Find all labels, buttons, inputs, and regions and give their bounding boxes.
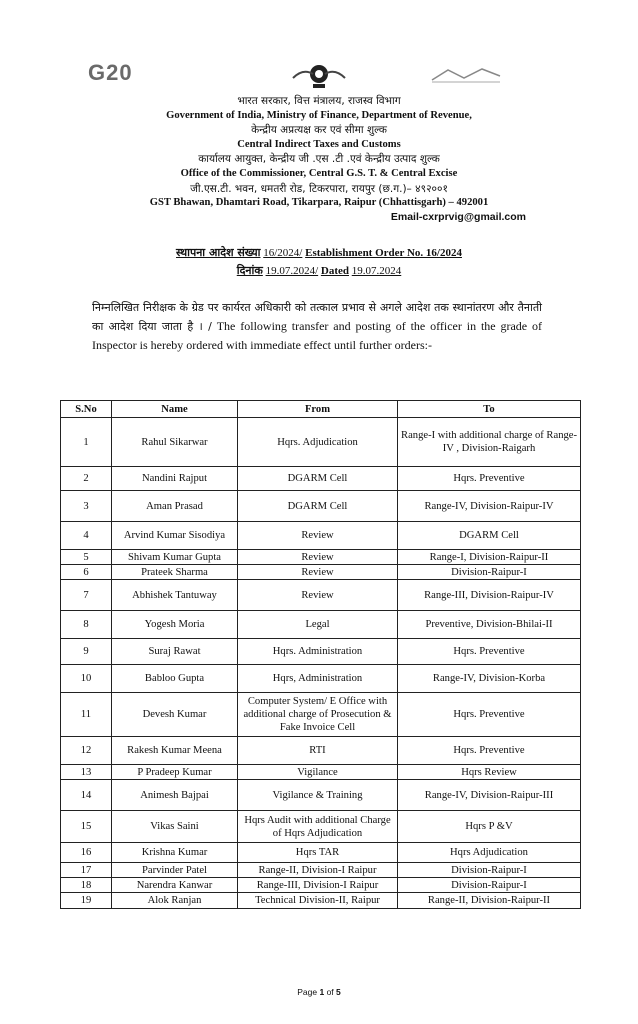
- cell-to: Range-II, Division-Raipur-II: [398, 893, 581, 909]
- cbic-logo-icon: [430, 66, 502, 84]
- cell-sno: 8: [61, 611, 112, 639]
- emblem-icon: [283, 58, 355, 92]
- cell-sno: 18: [61, 878, 112, 893]
- cell-name: Rahul Sikarwar: [112, 418, 238, 467]
- date-label-hi: दिनांक: [236, 264, 263, 277]
- header-line-4: Central Indirect Taxes and Customs: [237, 138, 401, 150]
- cell-from: Vigilance & Training: [238, 780, 398, 811]
- cell-sno: 16: [61, 843, 112, 863]
- cell-name: Vikas Saini: [112, 811, 238, 843]
- cell-from: Hqrs Audit with additional Charge of Hqrs Adjudication: [238, 811, 398, 843]
- cell-to: Hqrs. Preventive: [398, 467, 581, 491]
- table-row: [61, 491, 581, 522]
- cell-name: Rakesh Kumar Meena: [112, 737, 238, 765]
- cell-sno: 5: [61, 550, 112, 565]
- cell-from: Range-II, Division-I Raipur: [238, 863, 398, 878]
- header-line-5: कार्यालय आयुक्त, केन्द्रीय जी .एस .टी .एवं केन्द्रीय उत्पाद शुल्क: [198, 153, 440, 166]
- cell-sno: 1: [61, 418, 112, 467]
- cell-to: Hqrs. Preventive: [398, 737, 581, 765]
- cell-name: Aman Prasad: [112, 491, 238, 522]
- col-header-sno: S.No: [61, 401, 112, 418]
- table-row: [61, 565, 581, 580]
- table-row: [61, 878, 581, 893]
- cell-sno: 6: [61, 565, 112, 580]
- header-line-8: GST Bhawan, Dhamtari Road, Tikarpara, Raipur (Chhattisgarh) – 492001: [149, 197, 489, 209]
- table-row: [61, 550, 581, 565]
- cell-sno: 11: [61, 693, 112, 737]
- cell-to: Range-I, Division-Raipur-II: [398, 550, 581, 565]
- g20-logo: [88, 60, 133, 86]
- table-row: [61, 780, 581, 811]
- cell-name: P Pradeep Kumar: [112, 765, 238, 780]
- table-row: [61, 418, 581, 467]
- cell-name: Yogesh Moria: [112, 611, 238, 639]
- date-label-en: Dated: [320, 265, 349, 277]
- cell-from: Computer System/ E Office with additional charge of Prosecution & Fake Invoice Cell: [238, 693, 398, 737]
- cell-sno: 19: [61, 893, 112, 909]
- cell-from: DGARM Cell: [238, 491, 398, 522]
- cell-sno: 15: [61, 811, 112, 843]
- table-row: [61, 765, 581, 780]
- cell-to: Hqrs. Preventive: [398, 693, 581, 737]
- cell-from: Review: [238, 580, 398, 611]
- cell-name: Abhishek Tantuway: [112, 580, 238, 611]
- cell-sno: 7: [61, 580, 112, 611]
- table-row: [61, 811, 581, 843]
- cell-name: Devesh Kumar: [112, 693, 238, 737]
- cell-name: Arvind Kumar Sisodiya: [112, 522, 238, 550]
- table-row: [61, 580, 581, 611]
- cell-from: Review: [238, 550, 398, 565]
- cell-from: Review: [238, 565, 398, 580]
- table-row: [61, 693, 581, 737]
- table-row: [61, 665, 581, 693]
- cell-name: Prateek Sharma: [112, 565, 238, 580]
- cell-from: Technical Division-II, Raipur: [238, 893, 398, 909]
- cell-to: DGARM Cell: [398, 522, 581, 550]
- order-label-hi: स्थापना आदेश संख्या: [176, 246, 261, 259]
- col-header-from: From: [238, 401, 398, 418]
- order-label-en: Establishment Order No. 16/2024: [305, 247, 462, 259]
- header-line-2: Government of India, Ministry of Finance, Department of Revenue,: [166, 109, 472, 121]
- cell-to: Range-IV, Division-Korba: [398, 665, 581, 693]
- table-row: [61, 522, 581, 550]
- cell-from: Hqrs, Administration: [238, 665, 398, 693]
- table-row: [61, 639, 581, 665]
- cell-sno: 2: [61, 467, 112, 491]
- header-line-6: Office of the Commissioner, Central G.S. T. & Central Excise: [180, 167, 458, 179]
- cell-name: Babloo Gupta: [112, 665, 238, 693]
- table-row: [61, 611, 581, 639]
- cell-sno: 4: [61, 522, 112, 550]
- cell-sno: 9: [61, 639, 112, 665]
- cell-from: Vigilance: [238, 765, 398, 780]
- cell-sno: 13: [61, 765, 112, 780]
- cell-sno: 12: [61, 737, 112, 765]
- cell-name: Narendra Kanwar: [112, 878, 238, 893]
- cell-to: Range-I with additional charge of Range-IV , Division-Raigarh: [398, 418, 581, 467]
- cell-to: Division-Raipur-I: [398, 878, 581, 893]
- cell-from: Review: [238, 522, 398, 550]
- cell-to: Range-IV, Division-Raipur-IV: [398, 491, 581, 522]
- office-header: [0, 94, 638, 211]
- table-row: [61, 893, 581, 909]
- cell-to: Range-IV, Division-Raipur-III: [398, 780, 581, 811]
- table-header-row: [61, 401, 581, 418]
- order-number-hi: 16/2024/: [263, 247, 303, 259]
- cell-name: Suraj Rawat: [112, 639, 238, 665]
- col-header-to: To: [398, 401, 581, 418]
- cell-to: Hqrs P &V: [398, 811, 581, 843]
- order-heading: [0, 244, 638, 280]
- cell-name: Krishna Kumar: [112, 843, 238, 863]
- cell-from: RTI: [238, 737, 398, 765]
- table-row: [61, 843, 581, 863]
- cell-to: Preventive, Division-Bhilai-II: [398, 611, 581, 639]
- cell-from: Legal: [238, 611, 398, 639]
- date-en: 19.07.2024: [351, 265, 402, 277]
- page-prefix: Page: [297, 987, 320, 997]
- cell-sno: 3: [61, 491, 112, 522]
- header-line-1: भारत सरकार, वित्त मंत्रालय, राजस्व विभाग: [237, 95, 401, 107]
- cell-name: Shivam Kumar Gupta: [112, 550, 238, 565]
- cell-from: Hqrs. Adjudication: [238, 418, 398, 467]
- table-row: [61, 737, 581, 765]
- cell-sno: 10: [61, 665, 112, 693]
- cell-from: DGARM Cell: [238, 467, 398, 491]
- cell-to: Range-III, Division-Raipur-IV: [398, 580, 581, 611]
- page-current: 1: [319, 987, 325, 997]
- transfer-table: [60, 400, 581, 909]
- cell-name: Nandini Rajput: [112, 467, 238, 491]
- page-footer: [0, 987, 638, 997]
- page-total: 5: [336, 987, 341, 997]
- order-date-line: [0, 262, 638, 280]
- cell-from: Hqrs TAR: [238, 843, 398, 863]
- table-row: [61, 863, 581, 878]
- paragraph-hindi: निम्नलिखित निरीक्षक के ग्रेड पर कार्यरत अधिकारी को तत्काल प्रभाव से अगले आदेश तक स्थानांतरण और तैनाती का आदेश दिया जाता है । /: [92, 301, 542, 333]
- office-email: Email-cxrprvig@gmail.com: [390, 211, 526, 223]
- g20-logo-text: G20: [88, 60, 133, 85]
- cell-name: Parvinder Patel: [112, 863, 238, 878]
- cell-name: Alok Ranjan: [112, 893, 238, 909]
- table-row: [61, 467, 581, 491]
- cell-to: Division-Raipur-I: [398, 565, 581, 580]
- cell-to: Division-Raipur-I: [398, 863, 581, 878]
- cell-from: Hqrs. Administration: [238, 639, 398, 665]
- page-of: of: [324, 987, 337, 997]
- date-hi: 19.07.2024/: [265, 265, 319, 277]
- cell-sno: 17: [61, 863, 112, 878]
- cell-to: Hqrs Adjudication: [398, 843, 581, 863]
- cell-to: Hqrs. Preventive: [398, 639, 581, 665]
- col-header-name: Name: [112, 401, 238, 418]
- cell-name: Animesh Bajpai: [112, 780, 238, 811]
- cell-from: Range-III, Division-I Raipur: [238, 878, 398, 893]
- logo-strip: [0, 58, 638, 88]
- cell-sno: 14: [61, 780, 112, 811]
- header-line-3: केन्द्रीय अप्रत्यक्ष कर एवं सीमा शुल्क: [251, 124, 387, 137]
- header-line-7: जी.एस.टी. भवन, धमतरी रोड, टिकरपारा, रायपुर (छ.ग.)– ४९२००१: [190, 182, 448, 195]
- cell-to: Hqrs Review: [398, 765, 581, 780]
- order-number-line: [0, 244, 638, 262]
- paragraph-english: The following transfer and posting of the officer in the grade of Inspector is hereby ordered with immediate effect until further orders:-: [92, 319, 542, 352]
- order-paragraph: [92, 298, 542, 355]
